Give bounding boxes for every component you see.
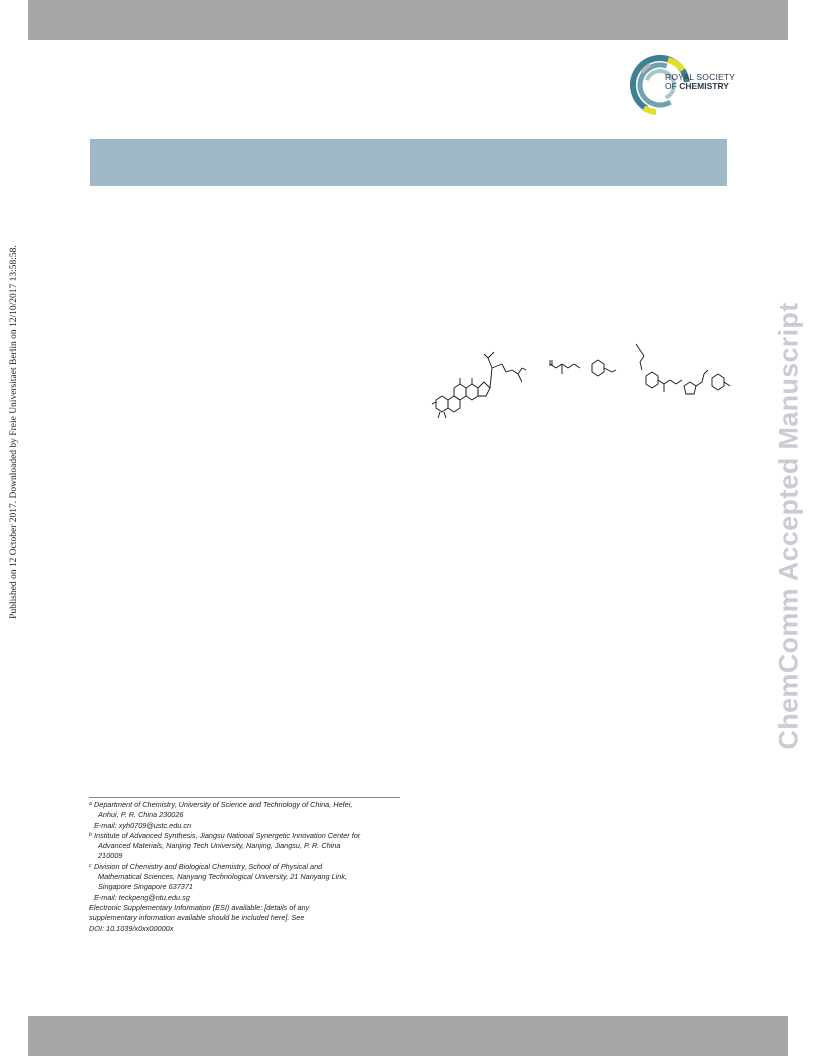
chemical-structures-graphic [428,342,740,422]
accepted-manuscript-watermark: ChemComm Accepted Manuscript [773,302,804,750]
footer-bar [28,1016,788,1056]
rsc-logo-wordmark: ROYAL SOCIETY OF CHEMISTRY [665,72,736,91]
footnote-affiliation-c: c Division of Chemistry and Biological Chemistry, School of Physical and Mathematical Sciences, Nanyang Technological University, 21 Nanyang Link, Singapore Singapore 637371 E-mail: teckpeng@ntu.edu.sg [89,861,348,902]
footnote-affiliation-b: b Institute of Advanced Synthesis, Jiangsu National Synergetic Innovation Center for Advanced Materials, Nanjing Tech University, Nanjing, Jiangsu, P. R. China 210009 [89,830,361,861]
footnote-divider [89,797,400,798]
header-bar [28,0,788,40]
doi-text: DOI: 10.1039/x0xx00000x [89,923,174,933]
esi-note: supplementary information available should be included here]. See [89,913,305,923]
publication-note: Published on 12 October 2017. Downloaded by Freie Universitaet Berlin on 12/10/2017 13:58:58. [9,245,19,619]
footnote-affiliation-a: a Department of Chemistry, University of Science and Technology of China, Hefei, Anhui, P. R. China 230026 E-mail: xyh0709@ustc.edu.cn [89,800,353,830]
esi-note: Electronic Supplementary Information (ESI) available: [details of any [89,902,310,912]
footnotes [89,800,400,934]
title-band [90,139,727,186]
